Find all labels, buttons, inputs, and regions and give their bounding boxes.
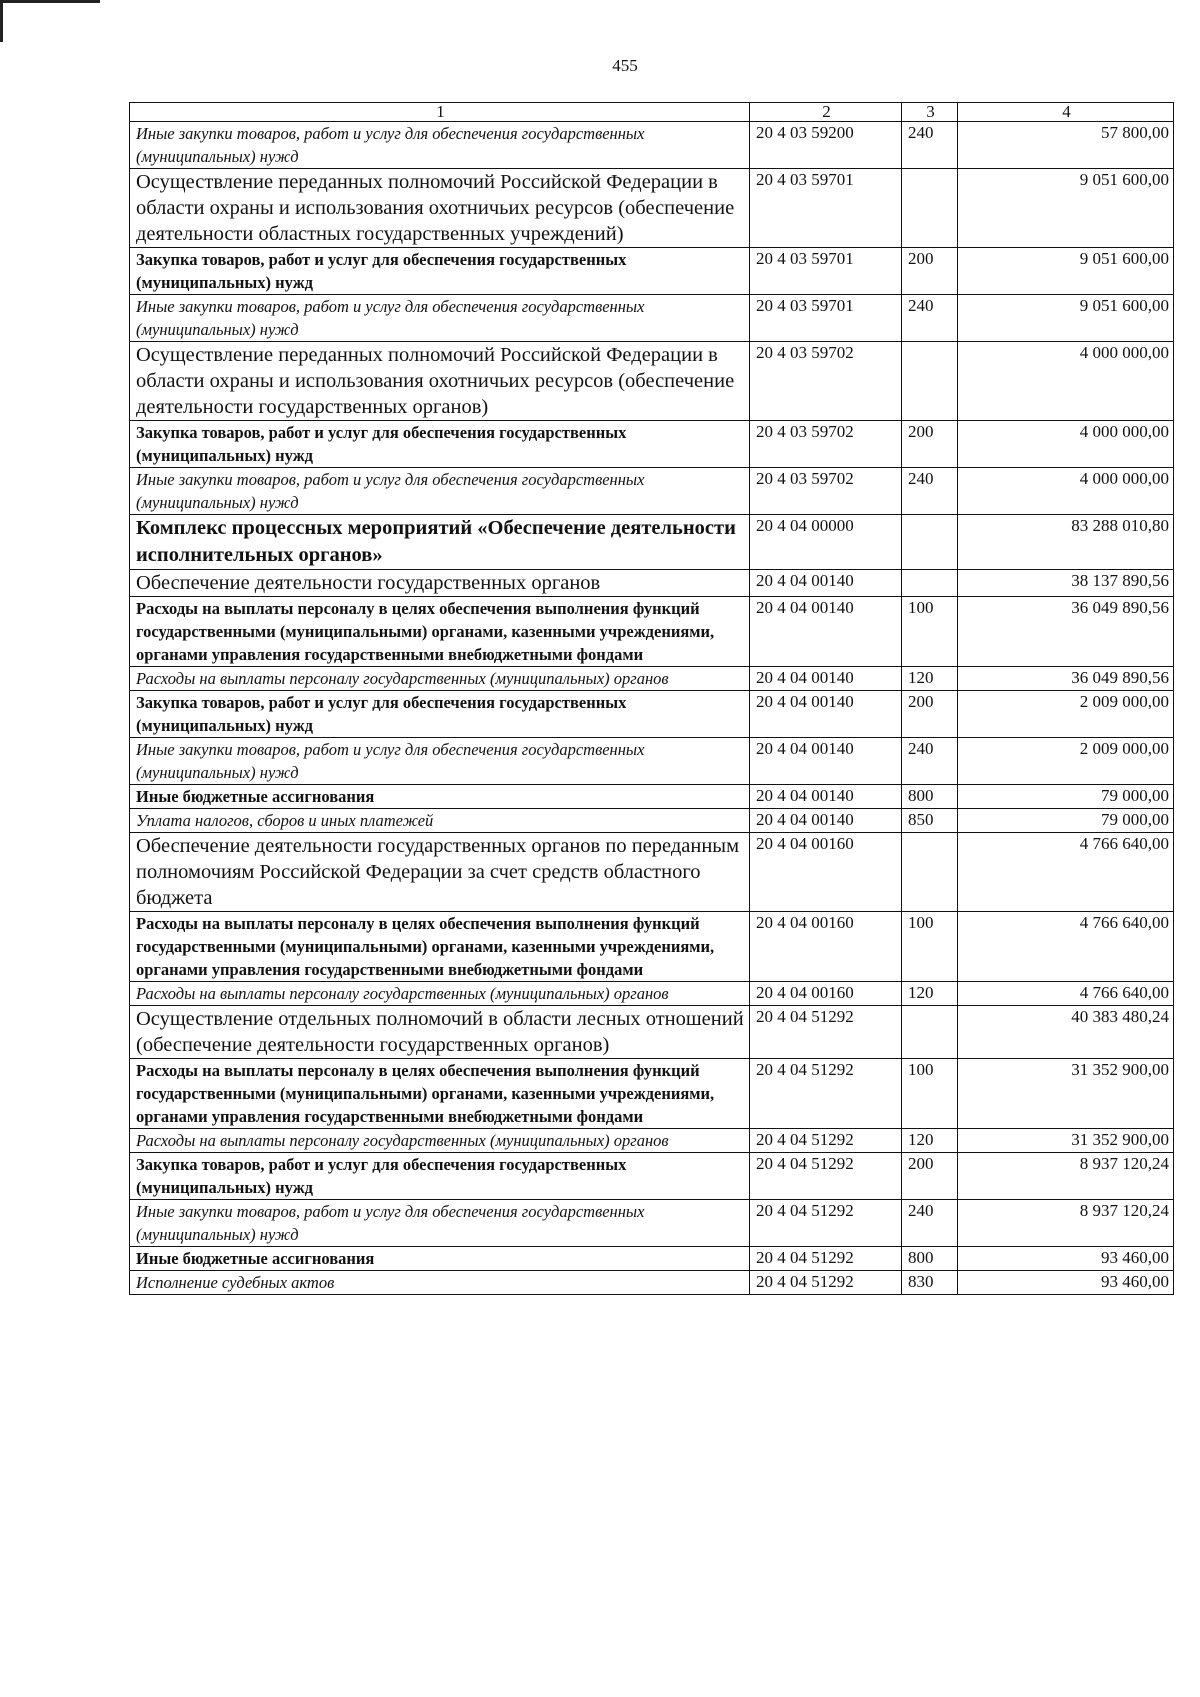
table-row [130,691,1174,738]
row-amount-cell: 83 288 010,80 [958,515,1174,570]
row-code-cell: 20 4 03 59701 [750,295,902,342]
table-header-row [130,103,1174,122]
row-name-cell: Расходы на выплаты персоналу в целях обеспечения выполнения функций государственными (муниципальными) органами, казенными учреждениями, органами управления государственными внебюджетными фондами [130,912,750,982]
row-code-cell: 20 4 04 00160 [750,982,902,1006]
row-kvr-cell: 800 [902,1247,958,1271]
table-row [130,169,1174,248]
table-row [130,1006,1174,1059]
row-code-cell: 20 4 04 00140 [750,570,902,597]
row-amount-cell: 36 049 890,56 [958,597,1174,667]
row-amount-cell: 93 460,00 [958,1247,1174,1271]
row-kvr-cell: 100 [902,597,958,667]
row-name-cell: Уплата налогов, сборов и иных платежей [130,809,750,833]
row-code-cell: 20 4 04 00140 [750,597,902,667]
table-row [130,515,1174,570]
row-kvr-cell [902,570,958,597]
row-amount-cell: 31 352 900,00 [958,1129,1174,1153]
row-kvr-cell: 200 [902,691,958,738]
row-name-cell: Расходы на выплаты персоналу государственных (муниципальных) органов [130,1129,750,1153]
row-name-cell: Иные закупки товаров, работ и услуг для обеспечения государственных (муниципальных) нужд [130,295,750,342]
row-kvr-cell: 830 [902,1271,958,1295]
table-row [130,570,1174,597]
table-row [130,342,1174,421]
table-row [130,597,1174,667]
table-row [130,1271,1174,1295]
row-kvr-cell: 200 [902,421,958,468]
row-kvr-cell [902,342,958,421]
row-name-cell: Иные закупки товаров, работ и услуг для обеспечения государственных (муниципальных) нужд [130,1200,750,1247]
row-amount-cell: 4 000 000,00 [958,468,1174,515]
row-amount-cell: 31 352 900,00 [958,1059,1174,1129]
row-name-cell: Закупка товаров, работ и услуг для обеспечения государственных (муниципальных) нужд [130,691,750,738]
row-name-cell: Осуществление отдельных полномочий в области лесных отношений (обеспечение деятельности государственных органов) [130,1006,750,1059]
row-code-cell: 20 4 03 59701 [750,169,902,248]
header-col-3: 3 [902,103,958,122]
row-amount-cell: 2 009 000,00 [958,691,1174,738]
row-code-cell: 20 4 04 51292 [750,1247,902,1271]
row-amount-cell: 36 049 890,56 [958,667,1174,691]
row-code-cell: 20 4 04 51292 [750,1059,902,1129]
row-name-cell: Исполнение судебных актов [130,1271,750,1295]
budget-table [129,102,1174,1295]
row-amount-cell: 4 766 640,00 [958,833,1174,912]
row-amount-cell: 4 766 640,00 [958,912,1174,982]
row-code-cell: 20 4 04 00160 [750,833,902,912]
row-amount-cell: 93 460,00 [958,1271,1174,1295]
row-code-cell: 20 4 04 51292 [750,1006,902,1059]
header-col-4: 4 [958,103,1174,122]
row-amount-cell: 8 937 120,24 [958,1153,1174,1200]
row-code-cell: 20 4 03 59702 [750,468,902,515]
table-row [130,1129,1174,1153]
row-name-cell: Иные бюджетные ассигнования [130,785,750,809]
table-row [130,809,1174,833]
row-kvr-cell: 240 [902,468,958,515]
table-row [130,1200,1174,1247]
row-code-cell: 20 4 04 51292 [750,1153,902,1200]
row-code-cell: 20 4 04 00140 [750,691,902,738]
row-name-cell: Обеспечение деятельности государственных органов [130,570,750,597]
row-kvr-cell [902,833,958,912]
row-kvr-cell: 120 [902,982,958,1006]
row-kvr-cell: 200 [902,248,958,295]
table-row [130,785,1174,809]
row-amount-cell: 57 800,00 [958,122,1174,169]
row-code-cell: 20 4 04 00160 [750,912,902,982]
row-name-cell: Иные бюджетные ассигнования [130,1247,750,1271]
row-code-cell: 20 4 03 59702 [750,421,902,468]
row-name-cell: Закупка товаров, работ и услуг для обеспечения государственных (муниципальных) нужд [130,421,750,468]
table-row [130,833,1174,912]
row-kvr-cell [902,1006,958,1059]
row-code-cell: 20 4 04 51292 [750,1271,902,1295]
table-row [130,122,1174,169]
row-code-cell: 20 4 03 59701 [750,248,902,295]
row-amount-cell: 79 000,00 [958,809,1174,833]
table-row [130,667,1174,691]
row-amount-cell: 4 000 000,00 [958,342,1174,421]
row-name-cell: Осуществление переданных полномочий Российской Федерации в области охраны и использования охотничьих ресурсов (обеспечение деятельности областных государственных учреждений) [130,169,750,248]
row-amount-cell: 9 051 600,00 [958,295,1174,342]
row-name-cell: Комплекс процессных мероприятий «Обеспечение деятельности исполнительных органов» [130,515,750,570]
row-code-cell: 20 4 04 51292 [750,1129,902,1153]
row-kvr-cell: 120 [902,1129,958,1153]
row-name-cell: Закупка товаров, работ и услуг для обеспечения государственных (муниципальных) нужд [130,248,750,295]
page-number: 455 [612,56,638,75]
row-kvr-cell: 800 [902,785,958,809]
table-row [130,295,1174,342]
row-amount-cell: 79 000,00 [958,785,1174,809]
table-row [130,248,1174,295]
row-kvr-cell: 240 [902,295,958,342]
row-code-cell: 20 4 04 51292 [750,1200,902,1247]
row-amount-cell: 4 766 640,00 [958,982,1174,1006]
row-name-cell: Иные закупки товаров, работ и услуг для обеспечения государственных (муниципальных) нужд [130,468,750,515]
row-code-cell: 20 4 04 00140 [750,667,902,691]
row-amount-cell: 9 051 600,00 [958,248,1174,295]
row-kvr-cell: 100 [902,1059,958,1129]
row-kvr-cell: 200 [902,1153,958,1200]
row-name-cell: Иные закупки товаров, работ и услуг для обеспечения государственных (муниципальных) нужд [130,122,750,169]
row-code-cell: 20 4 04 00140 [750,738,902,785]
row-amount-cell: 4 000 000,00 [958,421,1174,468]
row-name-cell: Обеспечение деятельности государственных органов по переданным полномочиям Российской Федерации за счет средств областного бюджета [130,833,750,912]
table-row [130,468,1174,515]
row-name-cell: Закупка товаров, работ и услуг для обеспечения государственных (муниципальных) нужд [130,1153,750,1200]
row-name-cell: Осуществление переданных полномочий Российской Федерации в области охраны и использования охотничьих ресурсов (обеспечение деятельности государственных органов) [130,342,750,421]
row-amount-cell: 9 051 600,00 [958,169,1174,248]
row-name-cell: Расходы на выплаты персоналу государственных (муниципальных) органов [130,982,750,1006]
row-kvr-cell: 240 [902,1200,958,1247]
header-col-2: 2 [750,103,902,122]
row-code-cell: 20 4 03 59702 [750,342,902,421]
row-code-cell: 20 4 03 59200 [750,122,902,169]
table-row [130,738,1174,785]
row-code-cell: 20 4 04 00140 [750,785,902,809]
row-name-cell: Иные закупки товаров, работ и услуг для обеспечения государственных (муниципальных) нужд [130,738,750,785]
row-kvr-cell: 850 [902,809,958,833]
row-code-cell: 20 4 04 00140 [750,809,902,833]
row-amount-cell: 8 937 120,24 [958,1200,1174,1247]
scan-edge-mark [0,0,100,3]
row-name-cell: Расходы на выплаты персоналу государственных (муниципальных) органов [130,667,750,691]
table-row [130,421,1174,468]
row-kvr-cell: 240 [902,122,958,169]
row-amount-cell: 40 383 480,24 [958,1006,1174,1059]
table-row [130,1059,1174,1129]
row-name-cell: Расходы на выплаты персоналу в целях обеспечения выполнения функций государственными (муниципальными) органами, казенными учреждениями, органами управления государственными внебюджетными фондами [130,1059,750,1129]
scan-edge-mark-vertical [0,0,3,42]
row-kvr-cell: 120 [902,667,958,691]
table-row [130,982,1174,1006]
row-code-cell: 20 4 04 00000 [750,515,902,570]
header-col-1: 1 [130,103,750,122]
row-kvr-cell [902,515,958,570]
row-kvr-cell: 100 [902,912,958,982]
row-amount-cell: 38 137 890,56 [958,570,1174,597]
table-row [130,1153,1174,1200]
row-kvr-cell: 240 [902,738,958,785]
row-name-cell: Расходы на выплаты персоналу в целях обеспечения выполнения функций государственными (муниципальными) органами, казенными учреждениями, органами управления государственными внебюджетными фондами [130,597,750,667]
table-row [130,912,1174,982]
row-kvr-cell [902,169,958,248]
table-row [130,1247,1174,1271]
row-amount-cell: 2 009 000,00 [958,738,1174,785]
